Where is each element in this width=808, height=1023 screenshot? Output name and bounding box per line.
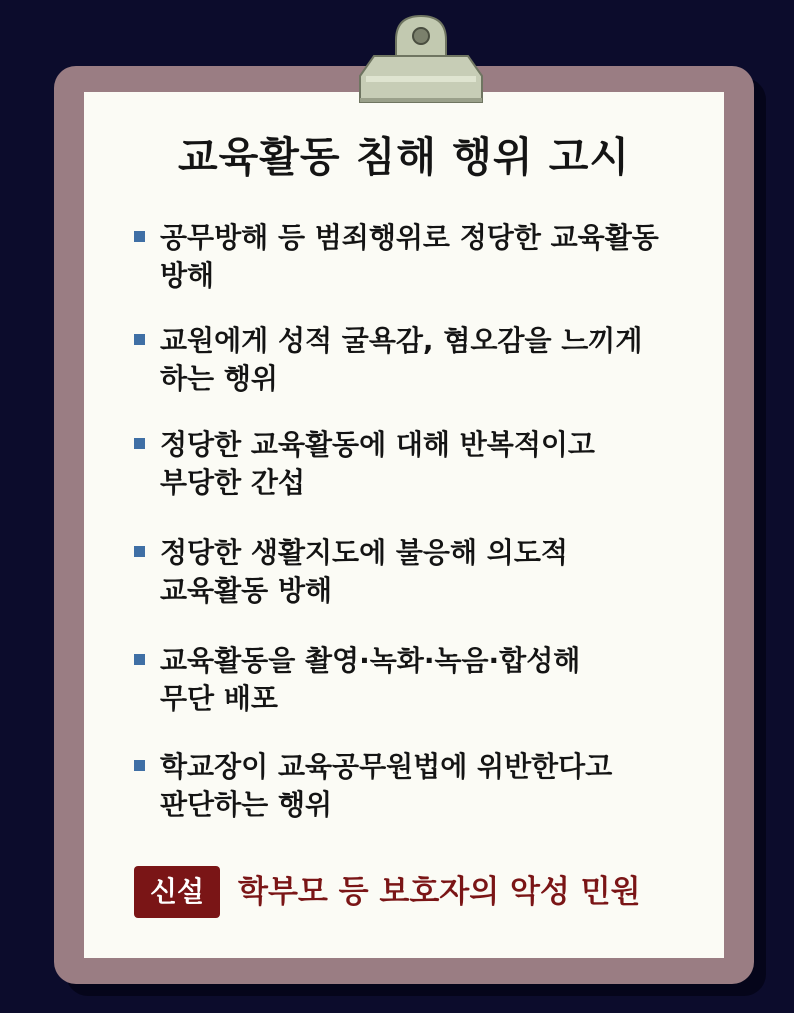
list-item-line: 교원에게 성적 굴욕감, 혐오감을 느끼게 bbox=[160, 324, 643, 357]
bullet-icon bbox=[134, 438, 145, 449]
list-item-line: 정당한 생활지도에 불응해 의도적 bbox=[160, 536, 568, 569]
bullet-icon bbox=[134, 334, 145, 345]
image-edge-bottom bbox=[0, 1013, 808, 1023]
new-item-text: 학부모 등 보호자의 악성 민원 bbox=[238, 874, 641, 910]
list-item-line: 정당한 교육활동에 대해 반복적이고 bbox=[160, 428, 595, 461]
bullet-icon bbox=[134, 760, 145, 771]
bullet-icon bbox=[134, 654, 145, 665]
list-item-line: 무단 배포 bbox=[160, 682, 278, 715]
list-item-line: 방해 bbox=[160, 259, 215, 292]
list-item-line: 교육활동 방해 bbox=[160, 574, 333, 607]
new-badge: 신설 bbox=[134, 866, 220, 918]
clipboard-clip-icon bbox=[336, 12, 506, 108]
list-item-line: 교육활동을 촬영·녹화·녹음·합성해 bbox=[160, 644, 581, 677]
bullet-icon bbox=[134, 231, 145, 242]
list-item-line: 하는 행위 bbox=[160, 362, 278, 395]
bullet-icon bbox=[134, 546, 145, 557]
page-title: 교육활동 침해 행위 고시 bbox=[178, 133, 630, 181]
image-edge-right bbox=[794, 0, 808, 1023]
list-item-line: 학교장이 교육공무원법에 위반한다고 bbox=[160, 750, 613, 783]
list-item-line: 부당한 간섭 bbox=[160, 466, 305, 499]
list-item-line: 판단하는 행위 bbox=[160, 788, 333, 821]
list-item-line: 공무방해 등 범죄행위로 정당한 교육활동 bbox=[160, 221, 659, 254]
